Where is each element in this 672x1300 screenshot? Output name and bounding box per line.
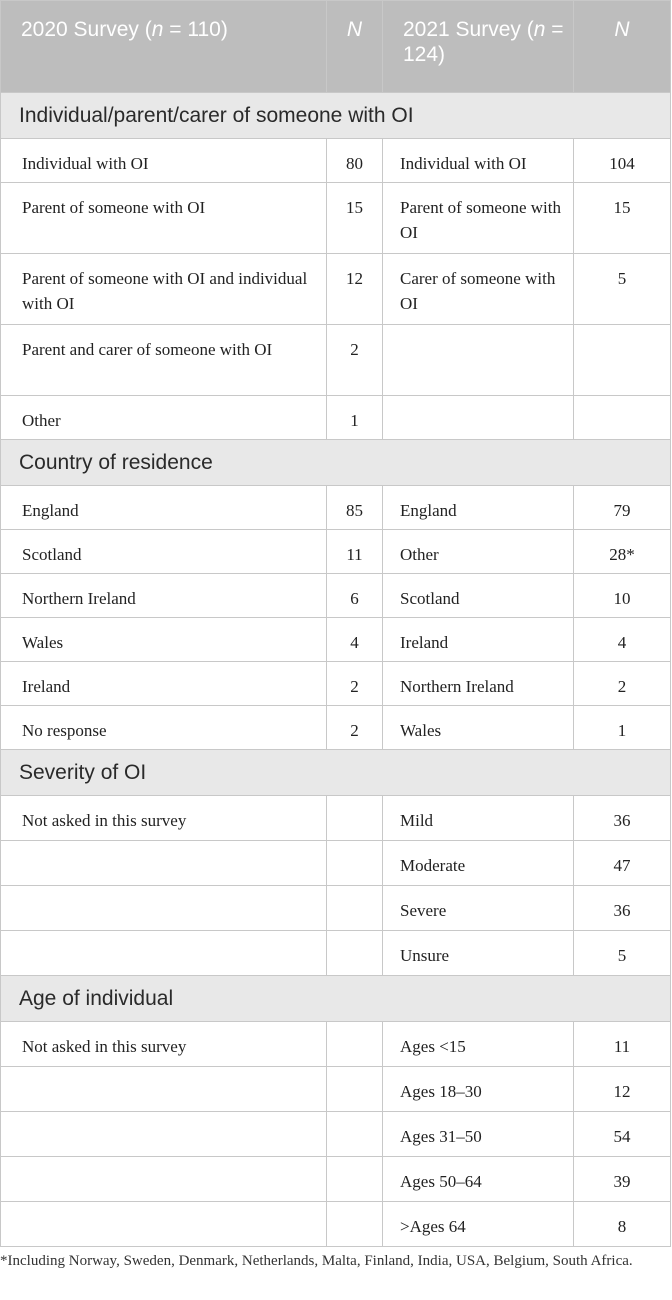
table-row <box>1 530 671 574</box>
cell-2021-label: Ages 50–64 <box>383 1157 574 1202</box>
cell-2020-n: 2 <box>327 706 383 750</box>
table-row <box>1 1157 671 1202</box>
cell-2020-label <box>1 931 327 976</box>
table-row <box>1 1202 671 1247</box>
cell-2020-label <box>1 886 327 931</box>
cell-2020-label <box>1 841 327 886</box>
cell-2020-n <box>327 931 383 976</box>
cell-2020-n: 1 <box>327 396 383 440</box>
section-title: Individual/parent/carer of someone with OI <box>1 93 671 139</box>
cell-2020-label: Parent and carer of someone with OI <box>1 325 327 396</box>
cell-2021-label: Northern Ireland <box>383 662 574 706</box>
cell-2021-label: Ages 18–30 <box>383 1067 574 1112</box>
cell-2021-n: 54 <box>574 1112 671 1157</box>
header-2021-survey: 2021 Survey (n = 124) <box>383 1 574 93</box>
cell-2020-n: 4 <box>327 618 383 662</box>
cell-2021-n: 104 <box>574 139 671 183</box>
cell-2021-n: 10 <box>574 574 671 618</box>
cell-2021-n <box>574 396 671 440</box>
section-header-row <box>1 93 671 139</box>
cell-2021-label: >Ages 64 <box>383 1202 574 1247</box>
table-row <box>1 325 671 396</box>
cell-2020-n <box>327 886 383 931</box>
cell-2020-n <box>327 1157 383 1202</box>
header-n-2020: N <box>327 1 383 93</box>
section-header-row <box>1 976 671 1022</box>
cell-2021-n <box>574 325 671 396</box>
cell-2020-label <box>1 1157 327 1202</box>
table-row <box>1 254 671 325</box>
table-row <box>1 931 671 976</box>
cell-2021-n: 5 <box>574 931 671 976</box>
cell-2021-label: Parent of someone with OI <box>383 183 574 254</box>
table-row <box>1 139 671 183</box>
cell-2021-label: Severe <box>383 886 574 931</box>
cell-2020-label: No response <box>1 706 327 750</box>
cell-2020-n: 15 <box>327 183 383 254</box>
cell-2020-label: Scotland <box>1 530 327 574</box>
cell-2020-label: Not asked in this survey <box>1 1022 327 1067</box>
cell-2021-n: 15 <box>574 183 671 254</box>
table-row <box>1 486 671 530</box>
table-row <box>1 706 671 750</box>
cell-2021-label: Wales <box>383 706 574 750</box>
cell-2021-label: Moderate <box>383 841 574 886</box>
cell-2020-label: Wales <box>1 618 327 662</box>
cell-2021-label <box>383 325 574 396</box>
cell-2021-n: 4 <box>574 618 671 662</box>
table-row <box>1 618 671 662</box>
table-row <box>1 662 671 706</box>
cell-2021-label: Ages 31–50 <box>383 1112 574 1157</box>
cell-2021-n: 8 <box>574 1202 671 1247</box>
cell-2020-label: Ireland <box>1 662 327 706</box>
cell-2020-n: 2 <box>327 662 383 706</box>
cell-2020-n <box>327 841 383 886</box>
cell-2020-n: 2 <box>327 325 383 396</box>
section-header-row <box>1 750 671 796</box>
cell-2020-n <box>327 1022 383 1067</box>
header-row <box>1 1 671 93</box>
cell-2021-label: England <box>383 486 574 530</box>
cell-2021-n: 11 <box>574 1022 671 1067</box>
cell-2020-label <box>1 1202 327 1247</box>
cell-2021-label: Other <box>383 530 574 574</box>
cell-2021-n: 12 <box>574 1067 671 1112</box>
cell-2020-n <box>327 1202 383 1247</box>
cell-2020-label <box>1 1067 327 1112</box>
cell-2021-label: Ages <15 <box>383 1022 574 1067</box>
cell-2021-label: Carer of someone with OI <box>383 254 574 325</box>
table-row <box>1 1067 671 1112</box>
cell-2021-n: 39 <box>574 1157 671 1202</box>
cell-2020-label: Parent of someone with OI <box>1 183 327 254</box>
cell-2021-label: Mild <box>383 796 574 841</box>
table-row <box>1 574 671 618</box>
cell-2020-label: Northern Ireland <box>1 574 327 618</box>
header-2020-survey: 2020 Survey (n = 110) <box>1 1 327 93</box>
cell-2021-n: 28* <box>574 530 671 574</box>
cell-2020-n <box>327 1067 383 1112</box>
table-row <box>1 886 671 931</box>
cell-2021-n: 47 <box>574 841 671 886</box>
section-title: Age of individual <box>1 976 671 1022</box>
table-row <box>1 1112 671 1157</box>
cell-2021-label: Scotland <box>383 574 574 618</box>
cell-2021-label <box>383 396 574 440</box>
cell-2021-n: 5 <box>574 254 671 325</box>
cell-2021-label: Individual with OI <box>383 139 574 183</box>
cell-2020-n: 12 <box>327 254 383 325</box>
cell-2020-label: Individual with OI <box>1 139 327 183</box>
cell-2021-label: Unsure <box>383 931 574 976</box>
table-row <box>1 183 671 254</box>
cell-2020-label: Other <box>1 396 327 440</box>
cell-2021-n: 36 <box>574 796 671 841</box>
cell-2020-n: 85 <box>327 486 383 530</box>
cell-2020-n <box>327 796 383 841</box>
section-title: Severity of OI <box>1 750 671 796</box>
table-row <box>1 841 671 886</box>
footnote: *Including Norway, Sweden, Denmark, Netherlands, Malta, Finland, India, USA, Belgium, South Africa. <box>0 1253 633 1269</box>
cell-2021-n: 2 <box>574 662 671 706</box>
table-row <box>1 796 671 841</box>
section-title: Country of residence <box>1 440 671 486</box>
cell-2021-n: 36 <box>574 886 671 931</box>
cell-2021-label: Ireland <box>383 618 574 662</box>
header-n-2021: N <box>574 1 671 93</box>
cell-2020-label <box>1 1112 327 1157</box>
cell-2020-n <box>327 1112 383 1157</box>
table-row <box>1 1022 671 1067</box>
table-row <box>1 396 671 440</box>
cell-2021-n: 1 <box>574 706 671 750</box>
cell-2020-label: Not asked in this survey <box>1 796 327 841</box>
cell-2020-n: 80 <box>327 139 383 183</box>
cell-2020-label: Parent of someone with OI and individual with OI <box>1 254 327 325</box>
cell-2020-label: England <box>1 486 327 530</box>
cell-2021-n: 79 <box>574 486 671 530</box>
table-body <box>1 93 671 1247</box>
section-header-row <box>1 440 671 486</box>
cell-2020-n: 11 <box>327 530 383 574</box>
cell-2020-n: 6 <box>327 574 383 618</box>
